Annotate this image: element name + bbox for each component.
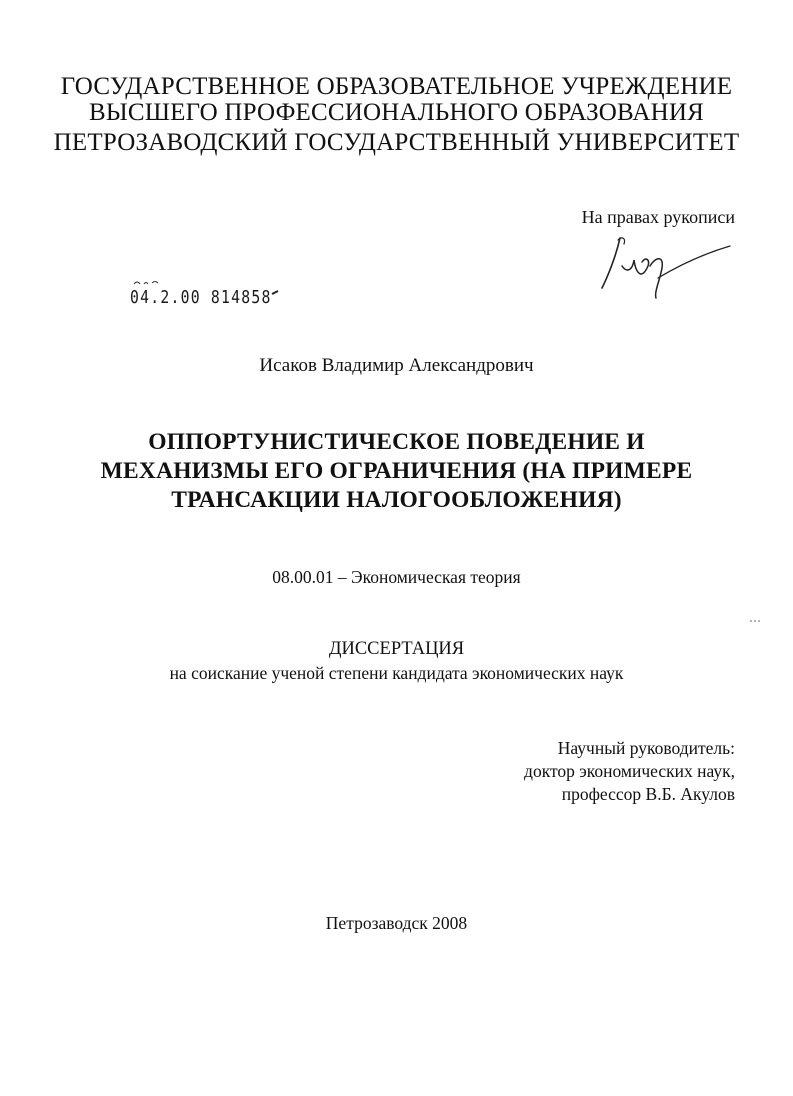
rights-note: На правах рукописи bbox=[581, 207, 735, 227]
supervisor-block bbox=[524, 737, 735, 806]
handwritten-signature-icon bbox=[598, 226, 738, 306]
dissertation-title bbox=[0, 428, 793, 515]
specialty-code: 08.00.01 – Экономическая теория bbox=[272, 567, 521, 587]
dissertation-label: ДИССЕРТАЦИЯ bbox=[328, 639, 465, 659]
institution-line-1: ГОСУДАРСТВЕННОЕ ОБРАЗОВАТЕЛЬНОЕ УЧРЕЖДЕНИЕ bbox=[60, 73, 733, 100]
institution-line-2: ВЫСШЕГО ПРОФЕССИОНАЛЬНОГО ОБРАЗОВАНИЯ bbox=[88, 99, 704, 126]
institution-line-3: ПЕТРОЗАВОДСКИЙ ГОСУДАРСТВЕННЫЙ УНИВЕРСИТЕТ bbox=[53, 129, 740, 156]
scan-speck-icon bbox=[749, 619, 761, 623]
supervisor-degree: доктор экономических наук, bbox=[524, 761, 735, 781]
author-name: Исаков Владимир Александрович bbox=[259, 355, 534, 376]
title-line-3: ТРАНСАКЦИИ НАЛОГООБЛОЖЕНИЯ) bbox=[171, 487, 622, 513]
supervisor-name: профессор В.Б. Акулов bbox=[561, 784, 735, 804]
stamp-dash-icon bbox=[271, 290, 279, 296]
registration-stamp: 04.2.00 814858 bbox=[130, 287, 272, 308]
title-line-2: МЕХАНИЗМЫ ЕГО ОГРАНИЧЕНИЯ (НА ПРИМЕРЕ bbox=[100, 458, 693, 484]
supervisor-label: Научный руководитель: bbox=[557, 738, 735, 758]
city-year: Петрозаводск 2008 bbox=[325, 913, 468, 933]
title-line-1: ОППОРТУНИСТИЧЕСКОЕ ПОВЕДЕНИЕ И bbox=[148, 429, 645, 455]
dissertation-purpose: на соискание ученой степени кандидата экономических наук bbox=[169, 663, 624, 683]
